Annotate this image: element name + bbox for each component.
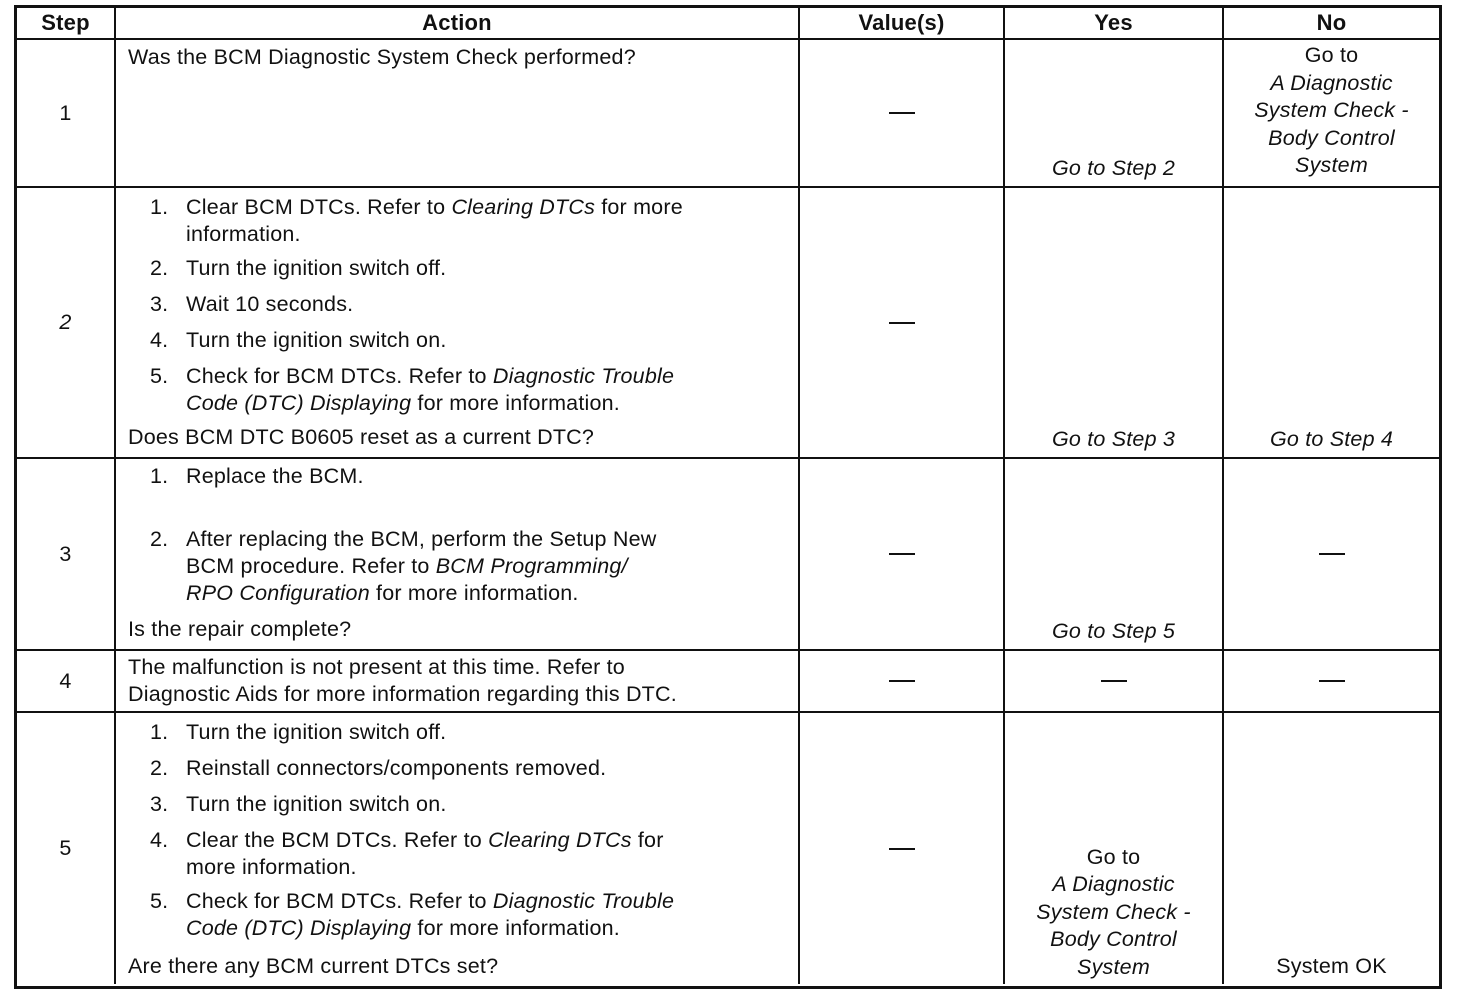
diagnostic-table [14, 5, 1442, 989]
reference-text: RPO Configuration [186, 581, 370, 605]
item-text [186, 463, 790, 490]
reference-text: Code (DTC) Displaying [186, 391, 412, 415]
dash [889, 553, 915, 555]
step-1-number: 1 [17, 40, 116, 188]
step-1-no-link[interactable] [1224, 42, 1439, 180]
step-3-yes [1005, 459, 1224, 651]
step-5-question: Are there any BCM current DTCs set? [128, 954, 499, 978]
dash [889, 680, 915, 682]
step-5-no-text: System OK [1276, 954, 1387, 978]
goto-lead: Go to [1086, 844, 1141, 869]
header-values: Value(s) [800, 8, 1005, 40]
instruction-text: Wait 10 seconds. [186, 292, 354, 316]
goto-link-line: Body Control [1050, 927, 1177, 951]
dash [889, 322, 915, 324]
dash [1319, 553, 1345, 555]
step-2-no-link[interactable]: Go to Step 4 [1269, 427, 1394, 451]
instruction-text: Replace the BCM. [186, 464, 364, 488]
step-4-yes [1005, 651, 1224, 713]
instruction-text: Clear the BCM DTCs. Refer to [186, 828, 489, 852]
step-1-no [1224, 40, 1439, 188]
item-text [186, 827, 790, 881]
reference-text: Diagnostic Trouble [492, 364, 675, 388]
instruction-text: Check for BCM DTCs. Refer to [186, 364, 493, 388]
goto-link-line: System Check - [1036, 899, 1191, 924]
reference-text: BCM Programming/ [435, 554, 628, 578]
header-step: Step [17, 8, 116, 40]
step-2-yes [1005, 188, 1224, 459]
action-line: The malfunction is not present at this time. Refer to [128, 655, 625, 679]
step-5-action [116, 713, 800, 984]
instruction-text: Turn the ignition switch off. [186, 720, 447, 744]
item-number: 3. [150, 792, 169, 816]
item-text [186, 291, 790, 318]
item-text [186, 791, 790, 818]
step-1-action-text: Was the BCM Diagnostic System Check performed? [128, 45, 636, 69]
step-4-action [116, 651, 800, 713]
step-3-action [116, 459, 800, 651]
step-2-yes-link[interactable]: Go to Step 3 [1051, 427, 1176, 451]
goto-link-line: A Diagnostic [1052, 872, 1175, 896]
instruction-text: for more information. [411, 391, 620, 415]
instruction-text: Check for BCM DTCs. Refer to [186, 889, 493, 913]
step-5-number: 5 [17, 713, 116, 984]
action-line: Diagnostic Aids for more information regarding this DTC. [128, 682, 677, 706]
reference-text: Clearing DTCs [488, 828, 632, 852]
goto-link-line: System Check - [1254, 98, 1409, 122]
step-4-action-text [128, 654, 790, 708]
step-3-number: 3 [17, 459, 116, 651]
item-text [186, 363, 790, 417]
item-number: 4. [150, 828, 169, 852]
dash [1319, 680, 1345, 682]
dash [889, 112, 915, 114]
instruction-text: more information. [186, 855, 357, 879]
item-number: 5. [150, 889, 169, 913]
step-1-yes-link[interactable]: Go to Step 2 [1051, 156, 1176, 180]
item-text [186, 888, 790, 942]
step-2-question: Does BCM DTC B0605 reset as a current DTC? [128, 425, 595, 449]
step-2-value [800, 188, 1005, 459]
header-no: No [1224, 8, 1439, 40]
instruction-text: Turn the ignition switch on. [186, 328, 447, 352]
goto-lead: Go to [1304, 43, 1359, 67]
item-number: 4. [150, 328, 169, 352]
step-1-yes [1005, 40, 1224, 188]
item-text [186, 755, 790, 782]
goto-link-line: System [1295, 153, 1368, 177]
reference-text: Diagnostic Trouble [492, 889, 675, 913]
reference-text: Code (DTC) Displaying [186, 916, 412, 940]
step-2-number: 2 [17, 188, 116, 459]
item-text [186, 327, 790, 354]
step-4-value [800, 651, 1005, 713]
item-number: 1. [150, 195, 169, 219]
step-4-number: 4 [17, 651, 116, 713]
step-1-value [800, 40, 1005, 188]
item-number: 3. [150, 292, 169, 316]
item-text [186, 719, 790, 746]
header-yes: Yes [1005, 8, 1224, 40]
step-3-question: Is the repair complete? [128, 617, 352, 641]
instruction-text: Turn the ignition switch on. [186, 792, 447, 816]
item-number: 1. [150, 720, 169, 744]
instruction-text: for more information. [411, 916, 620, 940]
goto-link-line: A Diagnostic [1270, 70, 1393, 95]
header-action: Action [116, 8, 800, 40]
dash [889, 848, 915, 850]
instruction-text: for [631, 828, 664, 852]
step-5-yes-link[interactable] [1005, 844, 1222, 982]
goto-link-line: System [1077, 954, 1150, 979]
step-5-no [1224, 713, 1439, 984]
step-2-action [116, 188, 800, 459]
item-text [186, 194, 790, 248]
instruction-text: After replacing the BCM, perform the Setup New [186, 527, 657, 551]
item-number: 2. [150, 256, 169, 280]
item-text [186, 255, 790, 282]
dash [1101, 680, 1127, 682]
item-number: 1. [150, 464, 169, 488]
step-5-value [800, 713, 1005, 984]
instruction-text: information. [186, 222, 301, 246]
instruction-text: for more information. [369, 581, 579, 605]
goto-link-line: Body Control [1268, 125, 1395, 150]
step-3-value [800, 459, 1005, 651]
reference-text: Clearing DTCs [451, 195, 596, 219]
item-number: 5. [150, 364, 169, 388]
step-3-no [1224, 459, 1439, 651]
step-1-action [116, 40, 800, 188]
instruction-text: BCM procedure. Refer to [186, 554, 436, 578]
item-number: 2. [150, 756, 169, 780]
item-text [186, 526, 790, 607]
instruction-text: Turn the ignition switch off. [186, 256, 447, 280]
instruction-text: Reinstall connectors/components removed. [186, 756, 607, 780]
instruction-text: for more [595, 195, 683, 219]
item-number: 2. [150, 527, 169, 551]
step-4-no [1224, 651, 1439, 713]
step-2-no [1224, 188, 1439, 459]
step-3-yes-link[interactable]: Go to Step 5 [1051, 619, 1176, 643]
step-5-yes [1005, 713, 1224, 984]
instruction-text: Clear BCM DTCs. Refer to [186, 195, 452, 219]
